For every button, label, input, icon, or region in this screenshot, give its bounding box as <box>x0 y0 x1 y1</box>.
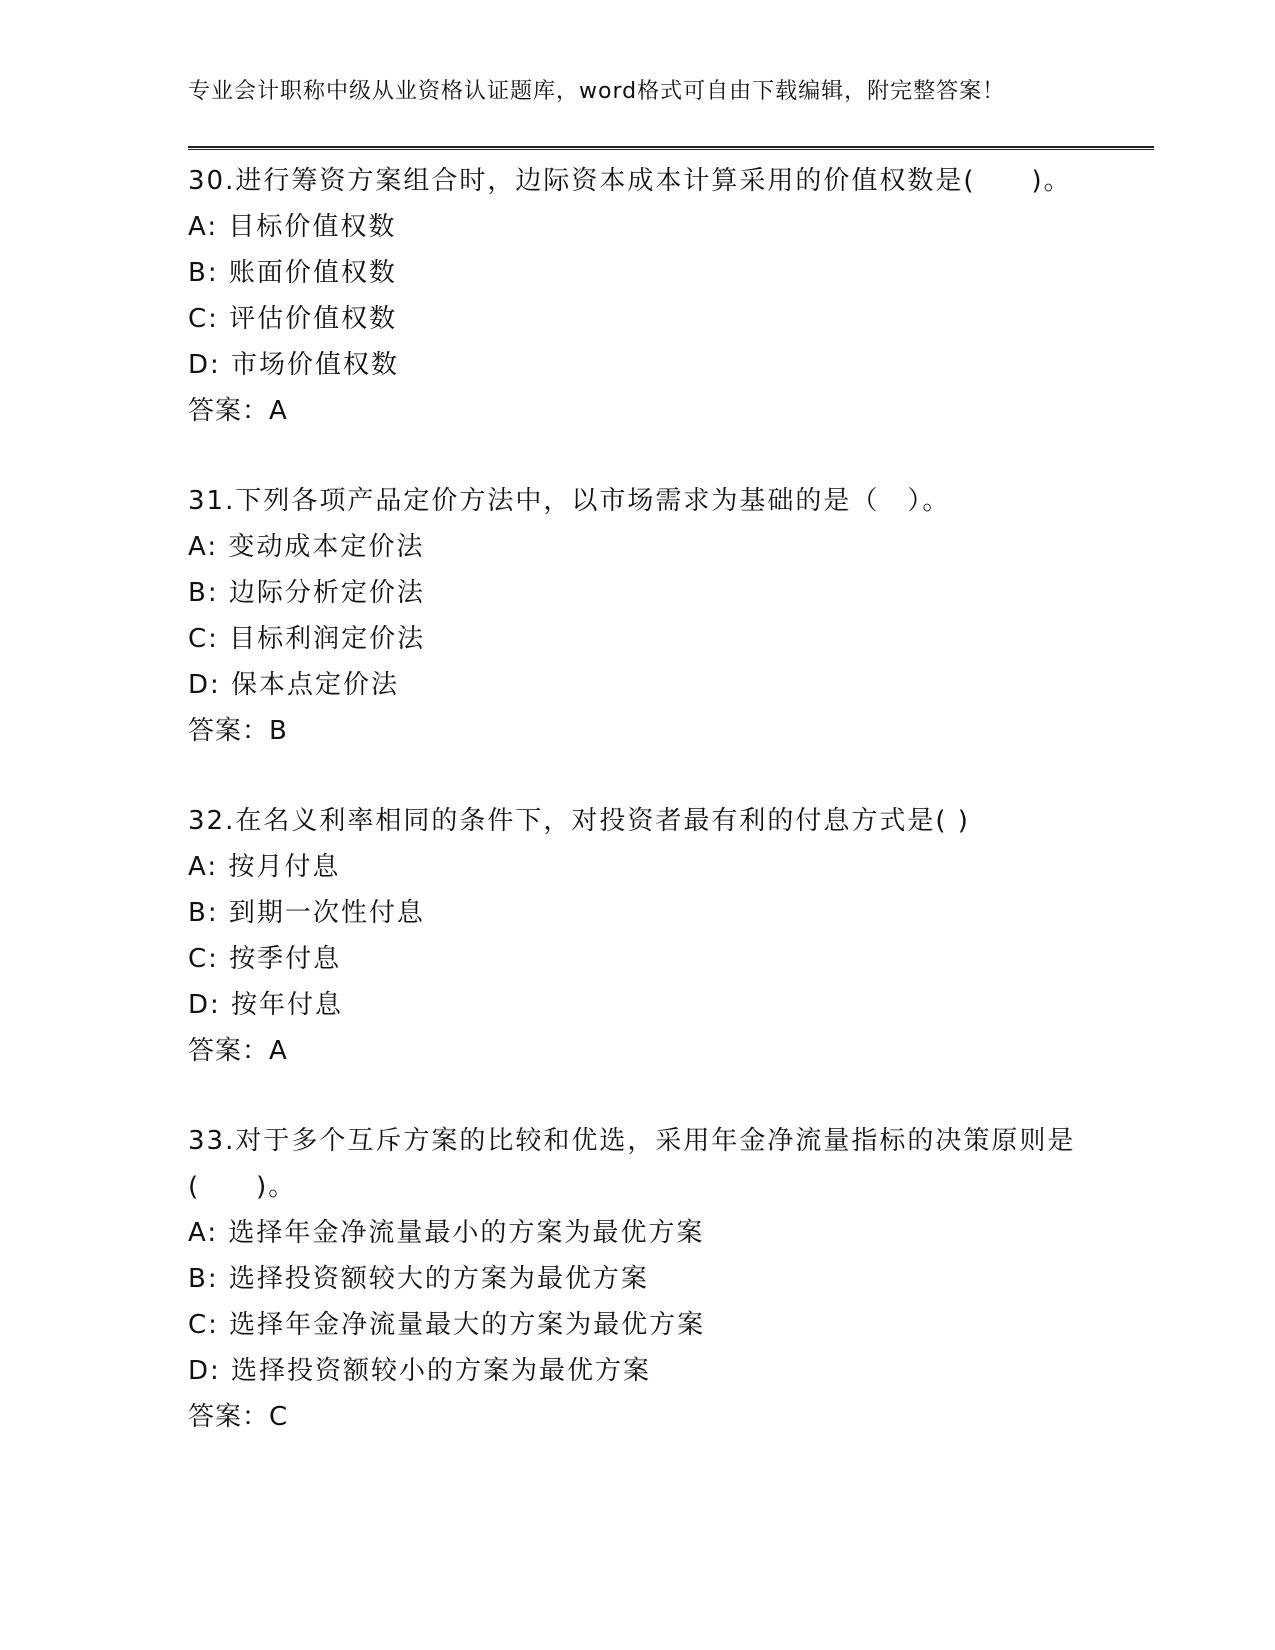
option-d: D: 市场价值权数 <box>188 350 400 380</box>
answer-line: 答案：C <box>188 1402 289 1432</box>
question-30 <box>188 158 1088 434</box>
option-a: A: 按月付息 <box>188 852 341 882</box>
question-list <box>188 158 1088 1484</box>
question-text: 进行筹资方案组合时，边际资本成本计算采用的价值权数是( )。 <box>235 166 1072 196</box>
question-text: 下列各项产品定价方法中，以市场需求为基础的是（ ）。 <box>235 486 951 516</box>
header-divider <box>188 146 1154 150</box>
question-text: 对于多个互斥方案的比较和优选，采用年金净流量指标的决策原则是( )。 <box>188 1126 1076 1202</box>
option-d: D: 保本点定价法 <box>188 670 400 700</box>
option-b: B: 账面价值权数 <box>188 258 397 288</box>
answer-line: 答案：A <box>188 1036 288 1066</box>
question-number: 32. <box>188 806 236 836</box>
option-c: C: 评估价值权数 <box>188 304 398 334</box>
option-c: C: 按季付息 <box>188 944 342 974</box>
option-a: A: 变动成本定价法 <box>188 532 425 562</box>
page-header: 专业会计职称中级从业资格认证题库，word格式可自由下载编辑，附完整答案！ <box>188 79 1006 104</box>
question-number: 33. <box>188 1126 236 1156</box>
option-c: C: 目标利润定价法 <box>188 624 426 654</box>
option-c: C: 选择年金净流量最大的方案为最优方案 <box>188 1310 706 1340</box>
option-b: B: 到期一次性付息 <box>188 898 425 928</box>
option-d: D: 按年付息 <box>188 990 344 1020</box>
option-d: D: 选择投资额较小的方案为最优方案 <box>188 1356 652 1386</box>
question-number: 30. <box>188 166 236 196</box>
question-stem <box>188 478 1088 524</box>
question-stem <box>188 1118 1088 1210</box>
question-stem <box>188 158 1088 204</box>
option-b: B: 选择投资额较大的方案为最优方案 <box>188 1264 649 1294</box>
question-31 <box>188 478 1088 754</box>
question-number: 31. <box>188 486 236 516</box>
question-33 <box>188 1118 1088 1440</box>
option-b: B: 边际分析定价法 <box>188 578 425 608</box>
answer-line: 答案：A <box>188 396 288 426</box>
question-text: 在名义利率相同的条件下，对投资者最有利的付息方式是( ) <box>235 806 970 836</box>
option-a: A: 目标价值权数 <box>188 212 397 242</box>
answer-line: 答案：B <box>188 716 288 746</box>
question-32 <box>188 798 1088 1074</box>
question-stem <box>188 798 1088 844</box>
option-a: A: 选择年金净流量最小的方案为最优方案 <box>188 1218 705 1248</box>
